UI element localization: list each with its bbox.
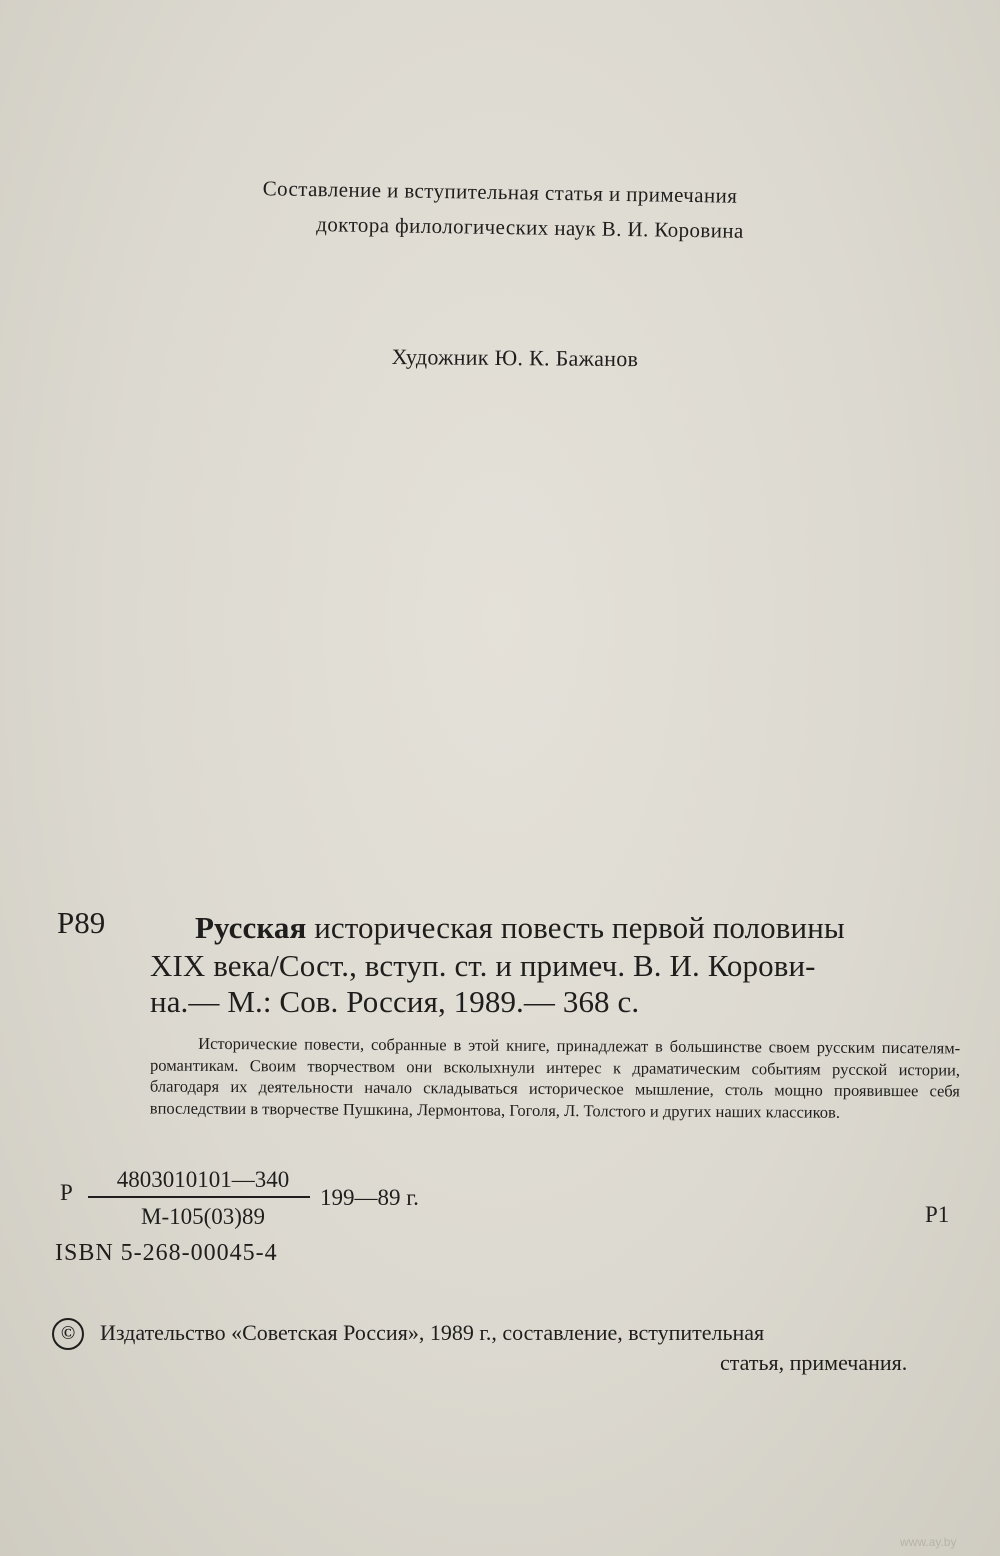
catalog-code: Р89 xyxy=(57,905,106,940)
catalog-right-code: Р1 xyxy=(925,1202,950,1227)
catalog-fraction-rule xyxy=(88,1196,310,1198)
catalog-year: 199—89 г. xyxy=(320,1185,419,1210)
copyright-icon: © xyxy=(52,1318,84,1350)
copyright-line-2: статья, примечания. xyxy=(720,1350,908,1375)
catalog-index-letter: Р xyxy=(60,1180,73,1205)
bibliographic-line-1-rest: историческая повесть первой половины xyxy=(306,910,845,945)
annotation-paragraph: Исторические повести, собранные в этой книге, принадлежат в большинстве своем русским писателям-романтикам. Своим творчеством они всколыхнули интерес к драматическим событиям русской истории, благодаря их деятельности начало складываться историческое мышление, столь мощно проявившее себя впоследствии в творчестве Пушкина, Лермонтова, Гоголя, Л. Толстого и других наших классиков. xyxy=(149,1033,961,1122)
isbn-number: ISBN 5-268-00045-4 xyxy=(55,1240,278,1266)
catalog-numerator: 4803010101—340 xyxy=(116,1167,290,1192)
artist-credit: Художник Ю. К. Бажанов xyxy=(391,344,639,372)
bibliographic-line-3: на.— М.: Сов. Россия, 1989.— 368 с. xyxy=(150,984,640,1019)
bibliographic-title-word: Русская xyxy=(195,910,307,945)
copyright-line-1: Издательство «Советская Россия», 1989 г., составление, вступительная xyxy=(100,1320,765,1345)
compiler-credit-line-1: Составление и вступительная статья и примечания xyxy=(262,176,738,208)
site-watermark: www.ay.by xyxy=(900,1535,957,1549)
compiler-credit-line-2: доктора филологических наук В. И. Коровина xyxy=(316,212,744,243)
catalog-denominator: М-105(03)89 xyxy=(141,1204,265,1229)
bibliographic-line-2: XIX века/Сост., вступ. ст. и примеч. В. И. Корови- xyxy=(150,948,816,983)
bibliographic-line-1 xyxy=(195,910,845,946)
